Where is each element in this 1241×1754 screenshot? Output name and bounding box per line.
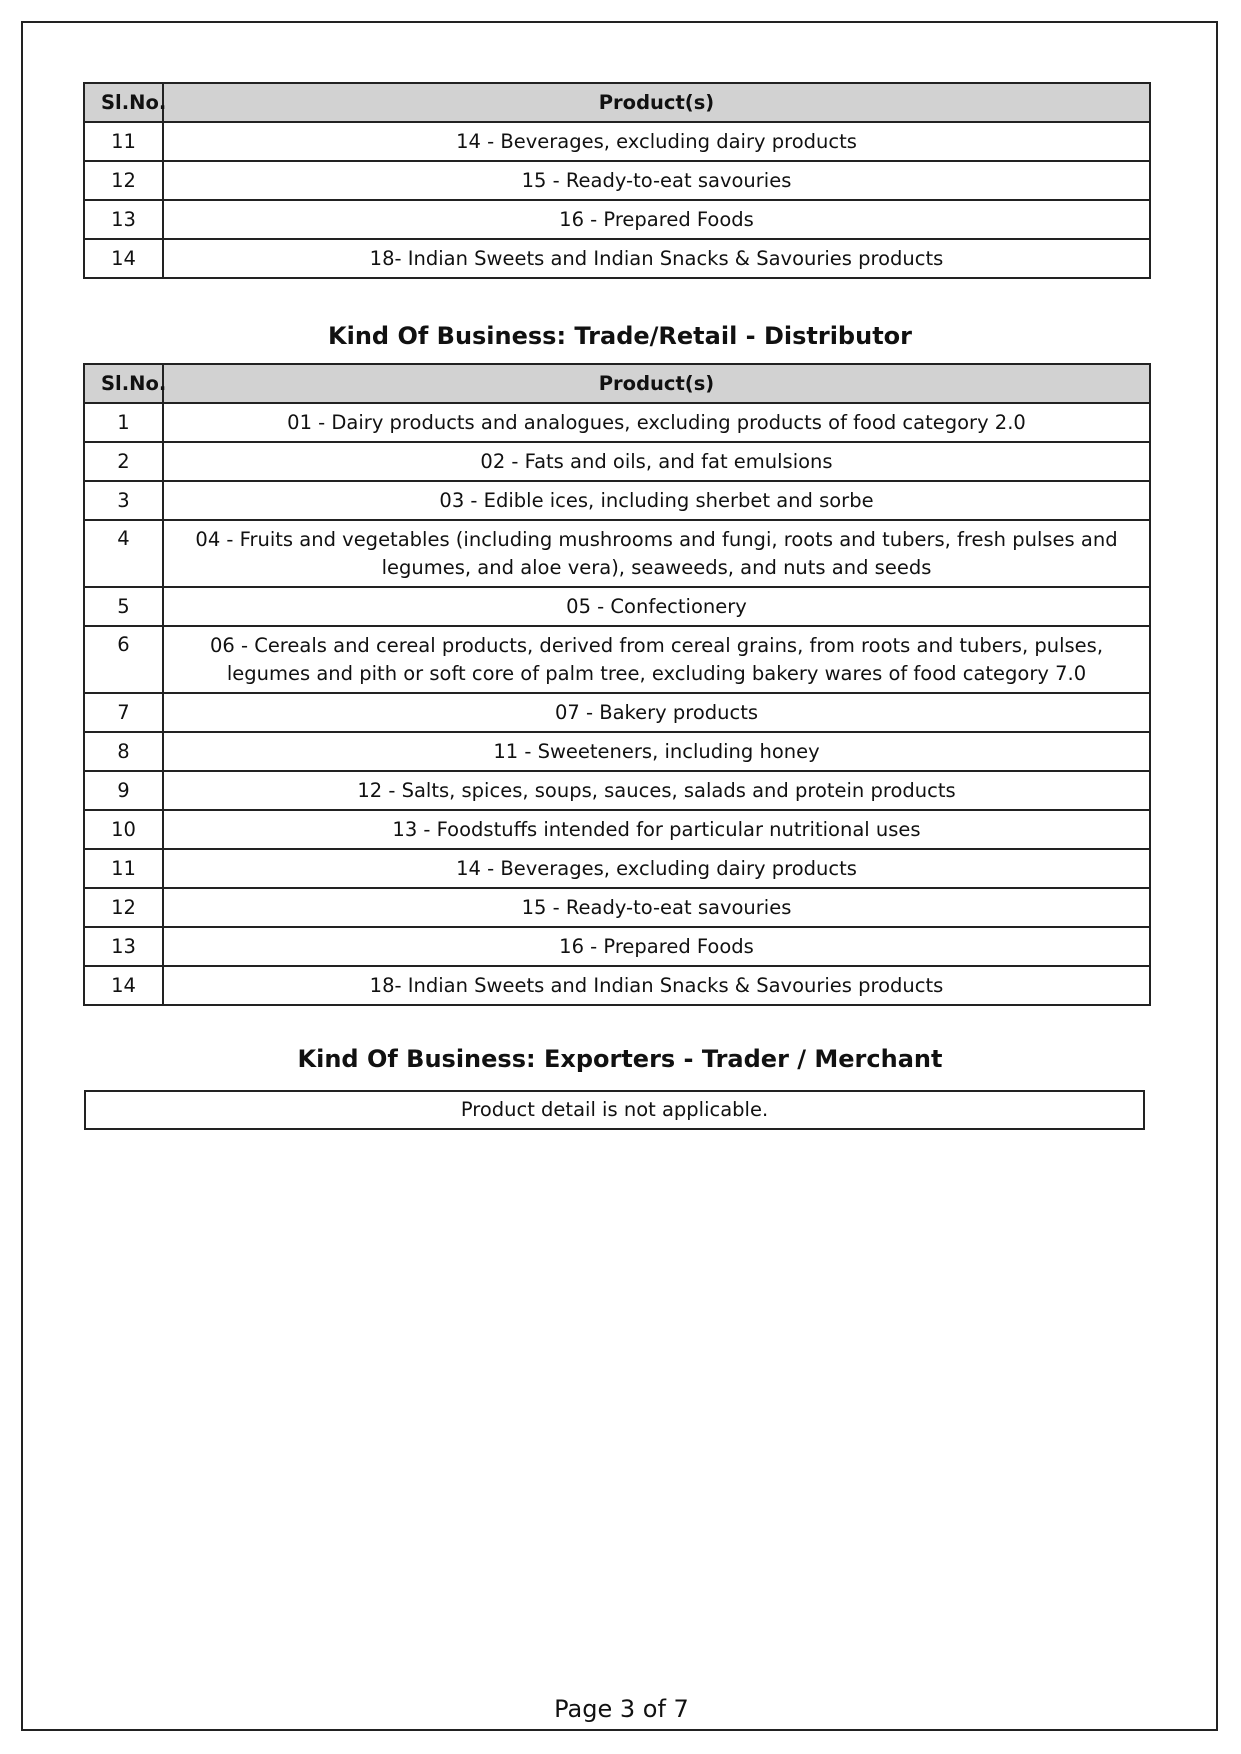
table-row <box>84 239 1150 278</box>
table-row <box>84 732 1150 771</box>
sl-no-cell: 6 <box>84 626 163 693</box>
table-row <box>84 587 1150 626</box>
table-row <box>84 161 1150 200</box>
sl-no-cell: 11 <box>84 849 163 888</box>
sl-no-cell: 5 <box>84 587 163 626</box>
section-heading-trade-retail-distributor: Kind Of Business: Trade/Retail - Distributor <box>328 322 912 350</box>
table-row <box>84 122 1150 161</box>
product-cell: 02 - Fats and oils, and fat emulsions <box>163 442 1150 481</box>
table-row <box>84 442 1150 481</box>
sl-no-cell: 2 <box>84 442 163 481</box>
table-row <box>84 888 1150 927</box>
sl-no-cell: 14 <box>84 966 163 1005</box>
product-cell: 04 - Fruits and vegetables (including mushrooms and fungi, roots and tubers, fresh pulses and legumes, and aloe vera), seaweeds, and nuts and seeds <box>163 520 1150 587</box>
product-cell: 16 - Prepared Foods <box>163 200 1150 239</box>
product-cell: 14 - Beverages, excluding dairy products <box>163 122 1150 161</box>
column-header-sl-no: Sl.No. <box>84 83 163 122</box>
product-cell: 01 - Dairy products and analogues, excluding products of food category 2.0 <box>163 403 1150 442</box>
sl-no-cell: 13 <box>84 200 163 239</box>
product-cell: 15 - Ready-to-eat savouries <box>163 888 1150 927</box>
sl-no-cell: 12 <box>84 888 163 927</box>
product-cell: 12 - Salts, spices, soups, sauces, salads and protein products <box>163 771 1150 810</box>
sl-no-cell: 8 <box>84 732 163 771</box>
not-applicable-note: Product detail is not applicable. <box>84 1090 1145 1130</box>
table-row <box>84 520 1150 587</box>
table-row <box>84 693 1150 732</box>
page-number: Page 3 of 7 <box>554 1695 689 1723</box>
table-row <box>84 966 1150 1005</box>
sl-no-cell: 10 <box>84 810 163 849</box>
sl-no-cell: 3 <box>84 481 163 520</box>
product-cell: 15 - Ready-to-eat savouries <box>163 161 1150 200</box>
product-cell: 05 - Confectionery <box>163 587 1150 626</box>
table-row <box>84 200 1150 239</box>
table-row <box>84 403 1150 442</box>
sl-no-cell: 12 <box>84 161 163 200</box>
product-cell: 18- Indian Sweets and Indian Snacks & Savouries products <box>163 239 1150 278</box>
column-header-products: Product(s) <box>163 83 1150 122</box>
section-heading-exporters-trader-merchant: Kind Of Business: Exporters - Trader / Merchant <box>297 1045 943 1073</box>
product-cell: 07 - Bakery products <box>163 693 1150 732</box>
product-cell: 16 - Prepared Foods <box>163 927 1150 966</box>
product-cell: 18- Indian Sweets and Indian Snacks & Savouries products <box>163 966 1150 1005</box>
product-cell: 11 - Sweeteners, including honey <box>163 732 1150 771</box>
sl-no-cell: 4 <box>84 520 163 587</box>
column-header-products: Product(s) <box>163 364 1150 403</box>
table-row <box>84 810 1150 849</box>
sl-no-cell: 1 <box>84 403 163 442</box>
product-cell: 03 - Edible ices, including sherbet and sorbe <box>163 481 1150 520</box>
table-row <box>84 927 1150 966</box>
product-cell: 06 - Cereals and cereal products, derived from cereal grains, from roots and tubers, pulses, legumes and pith or soft core of palm tree, excluding bakery wares of food category 7.0 <box>163 626 1150 693</box>
table-row <box>84 771 1150 810</box>
sl-no-cell: 14 <box>84 239 163 278</box>
column-header-sl-no: Sl.No. <box>84 364 163 403</box>
product-cell: 13 - Foodstuffs intended for particular nutritional uses <box>163 810 1150 849</box>
table-row <box>84 481 1150 520</box>
sl-no-cell: 11 <box>84 122 163 161</box>
table-header-row <box>84 364 1150 403</box>
sl-no-cell: 13 <box>84 927 163 966</box>
table-row <box>84 849 1150 888</box>
sl-no-cell: 9 <box>84 771 163 810</box>
products-table-continued <box>83 82 1151 279</box>
table-header-row <box>84 83 1150 122</box>
table-row <box>84 626 1150 693</box>
products-table-trade-retail-distributor <box>83 363 1151 1006</box>
product-cell: 14 - Beverages, excluding dairy products <box>163 849 1150 888</box>
sl-no-cell: 7 <box>84 693 163 732</box>
